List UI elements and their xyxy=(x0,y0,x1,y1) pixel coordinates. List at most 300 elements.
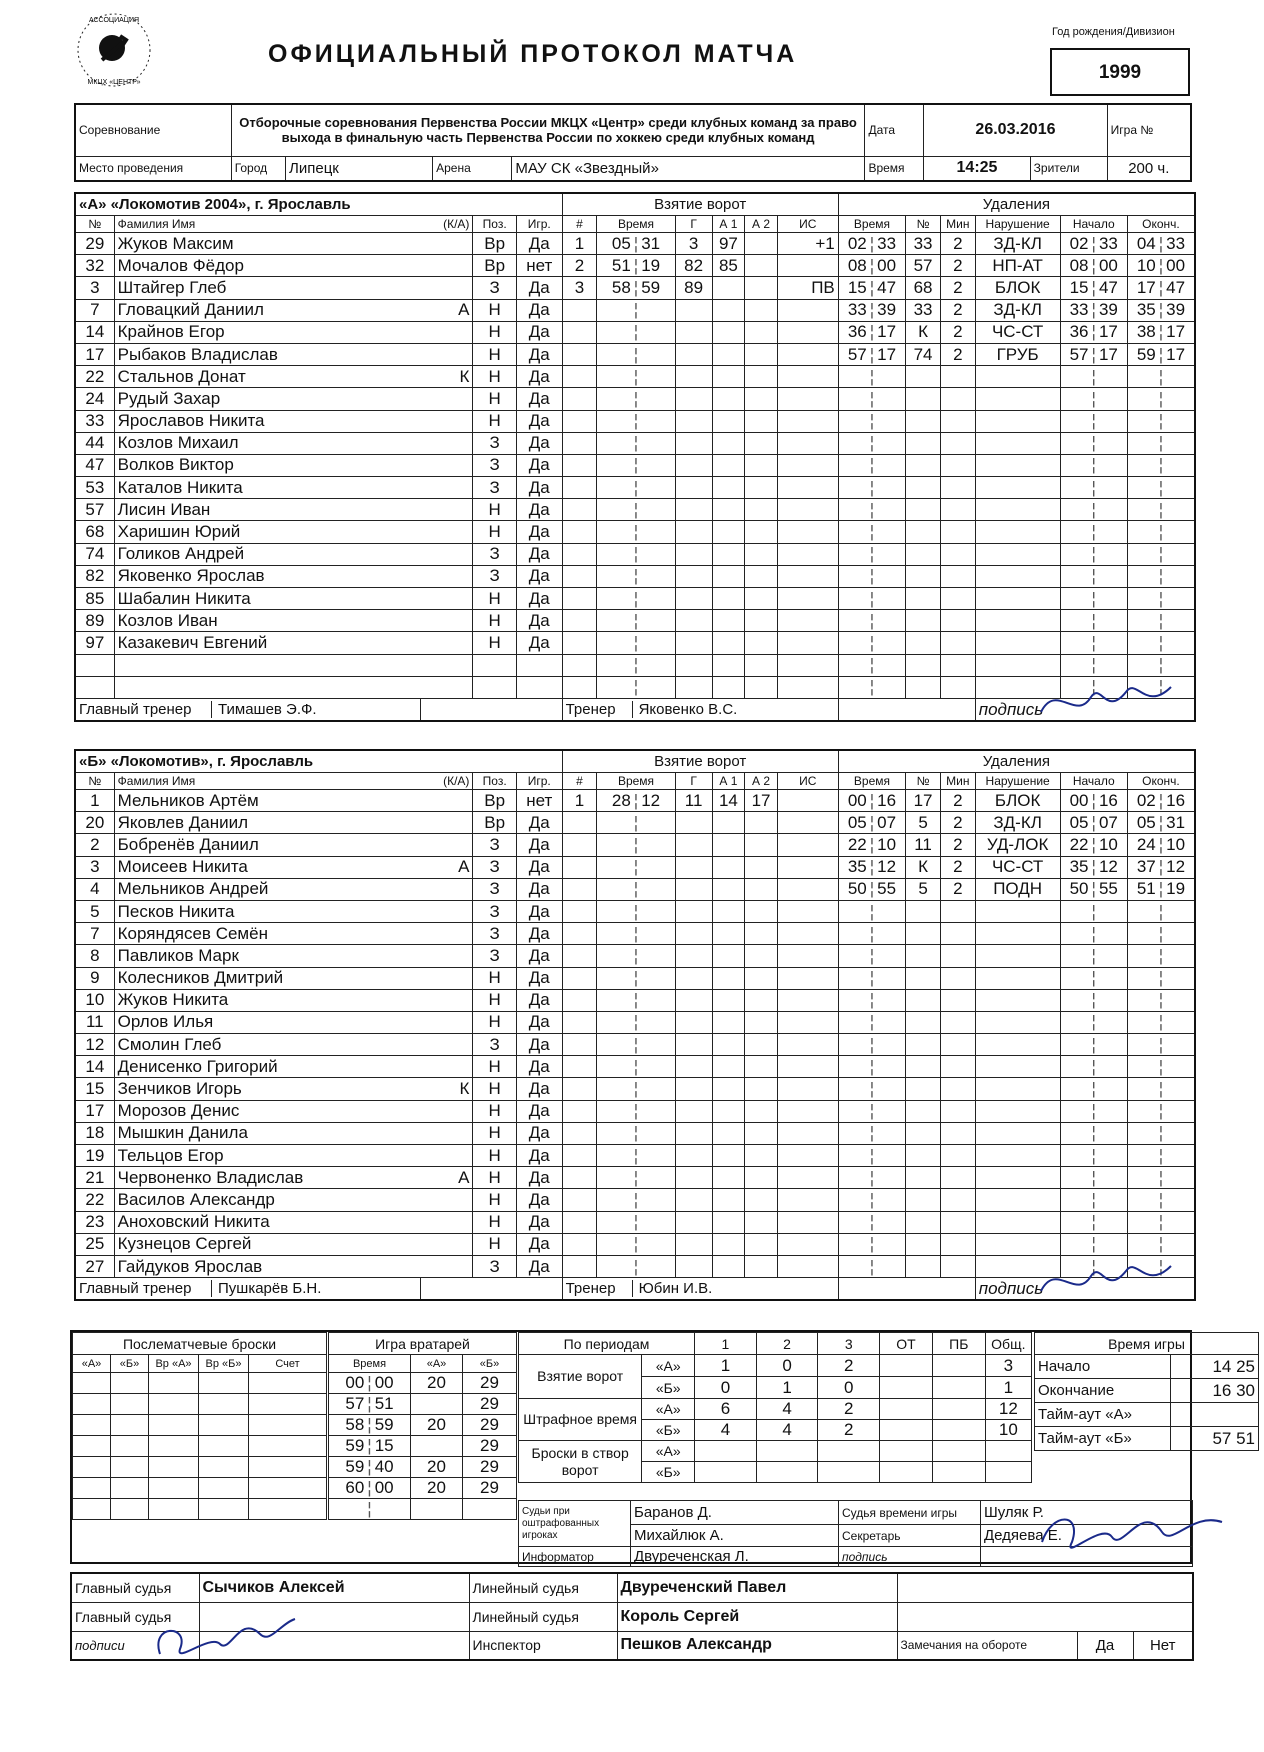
goalie-time-min: 57 xyxy=(345,1394,365,1413)
penalty-player: К xyxy=(906,321,941,343)
player-captain-mark xyxy=(421,1011,473,1033)
team_b-player-row xyxy=(75,967,1195,989)
goal-situation xyxy=(777,432,838,454)
goal-scorer xyxy=(675,610,712,632)
penalty-time-sep: ¦ xyxy=(869,1212,875,1232)
goal-number xyxy=(562,1233,597,1255)
team_b-player-row xyxy=(75,1078,1195,1100)
penalty-end-sec: 00 xyxy=(1166,255,1186,275)
period-pim-label: Штрафное время xyxy=(519,1399,642,1441)
time-judge-value: Шуляк Р. xyxy=(981,1501,1193,1525)
penalty-time xyxy=(838,878,905,900)
periods-table xyxy=(518,1332,1032,1483)
penalty-start-min: 35 xyxy=(1069,857,1089,877)
penalty-time-min: 35 xyxy=(847,857,867,877)
penalty-end-sep: ¦ xyxy=(1158,366,1164,386)
goal-assist-1 xyxy=(712,1145,745,1167)
line-referee-1: Двуреченский Павел xyxy=(617,1573,897,1602)
penalty-time-sep: ¦ xyxy=(869,655,875,675)
period-col-4: ПБ xyxy=(932,1333,985,1355)
team_b-col-p-inf: Нарушение xyxy=(975,773,1060,790)
penalty-infraction: ЧС-СТ xyxy=(975,856,1060,878)
team_a-col-no: № xyxy=(75,216,114,233)
penalty-time xyxy=(838,454,905,476)
penalty-start-sep: ¦ xyxy=(1091,1079,1096,1099)
penalty-start-sep: ¦ xyxy=(1091,923,1096,943)
goal-situation xyxy=(777,477,838,499)
shootout-cell xyxy=(199,1394,249,1415)
player-played: Да xyxy=(516,588,562,610)
player-name: Стальнов Донат xyxy=(114,366,421,388)
team_a-head-coach-value: Тимашев Э.Ф. xyxy=(218,701,317,719)
remarks-no: Нет xyxy=(1133,1631,1193,1660)
player-number: 5 xyxy=(75,900,114,922)
penalty-start-min: 05 xyxy=(1069,812,1089,832)
period-team-b: «Б» xyxy=(642,1462,695,1483)
penalty-time-min: 50 xyxy=(847,879,867,899)
secretary-value: Дедяева Е. xyxy=(981,1525,1193,1547)
goal-situation xyxy=(777,388,838,410)
period-goals-value: 0 xyxy=(756,1355,818,1377)
penalty-infraction xyxy=(975,565,1060,587)
goal-number xyxy=(562,1255,597,1277)
player-name: Козлов Михаил xyxy=(114,432,421,454)
goal-assist-1 xyxy=(712,1078,745,1100)
shootout-cell xyxy=(73,1499,111,1520)
penalty-end xyxy=(1127,1211,1195,1233)
player-captain-mark xyxy=(421,432,473,454)
shootout-row xyxy=(73,1457,327,1478)
goal-assist-2 xyxy=(745,321,778,343)
goalie-time-sep: ¦ xyxy=(367,1499,372,1518)
penalty-time-min: 02 xyxy=(847,233,867,253)
penalty-end-sep: ¦ xyxy=(1158,455,1164,475)
player-position: З xyxy=(473,1034,516,1056)
penalty-time-sep: ¦ xyxy=(869,344,875,364)
goal-time-sec: 12 xyxy=(641,790,661,810)
goal-number xyxy=(562,945,597,967)
penalty-time xyxy=(838,610,905,632)
penalty-end-sep: ¦ xyxy=(1158,1034,1164,1054)
penalty-time-sep: ¦ xyxy=(869,544,875,564)
goal-assist-1 xyxy=(712,878,745,900)
penalty-start xyxy=(1060,1056,1127,1078)
player-number xyxy=(75,654,114,676)
penalty-player xyxy=(906,1189,941,1211)
match-info-table xyxy=(74,103,1192,182)
team_b-player-row xyxy=(75,1255,1195,1277)
penalty-time xyxy=(838,1122,905,1144)
player-position: З xyxy=(473,277,516,299)
player-name: Шабалин Никита xyxy=(114,588,421,610)
team_b-col-g-a1: А 1 xyxy=(712,773,745,790)
period-pim-value xyxy=(880,1420,933,1441)
penalty-time xyxy=(838,989,905,1011)
goal-situation xyxy=(777,1056,838,1078)
goalie-row xyxy=(329,1499,517,1520)
team-a-section xyxy=(74,192,1196,722)
period-goals-value: 1 xyxy=(695,1355,757,1377)
penalty-player xyxy=(906,676,941,698)
goal-time-sep: ¦ xyxy=(633,901,639,921)
goal-number xyxy=(562,1145,597,1167)
penalty-player xyxy=(906,654,941,676)
goalie-time-min: 00 xyxy=(345,1373,365,1392)
penalty-minutes: 2 xyxy=(940,343,975,365)
goalie-team-b: 29 xyxy=(463,1415,517,1436)
goal-situation xyxy=(777,900,838,922)
team_a-goals-title: Взятие ворот xyxy=(562,193,838,216)
player-captain-mark xyxy=(421,454,473,476)
association-logo xyxy=(66,10,162,90)
penalty-time-min: 57 xyxy=(847,344,867,364)
period-goals-value: 3 xyxy=(985,1355,1031,1377)
goal-scorer xyxy=(675,343,712,365)
penalty-start xyxy=(1060,454,1127,476)
penalty-start xyxy=(1060,900,1127,922)
goalie-col-2: «Б» xyxy=(463,1355,517,1373)
goal-assist-2 xyxy=(745,923,778,945)
goal-time xyxy=(597,1034,675,1056)
goal-scorer xyxy=(675,1211,712,1233)
penalty-minutes xyxy=(940,1189,975,1211)
team_b-col-g-no: # xyxy=(562,773,597,790)
goal-situation xyxy=(777,1233,838,1255)
goal-assist-1 xyxy=(712,277,745,299)
penalty-start-sep: ¦ xyxy=(1091,632,1096,652)
player-name: Жуков Максим xyxy=(114,233,421,255)
goal-number xyxy=(562,521,597,543)
player-played xyxy=(516,654,562,676)
team_b-sign-label: подпись xyxy=(975,1278,1195,1301)
penalty-start xyxy=(1060,255,1127,277)
penalty-infraction: УД-ЛОК xyxy=(975,834,1060,856)
goal-scorer xyxy=(675,366,712,388)
shootout-cell xyxy=(111,1457,149,1478)
penalty-end xyxy=(1127,343,1195,365)
goal-assist-1 xyxy=(712,945,745,967)
shootout-cell xyxy=(249,1478,327,1499)
penalty-time-sep: ¦ xyxy=(869,455,875,475)
penalty-infraction xyxy=(975,477,1060,499)
penalty-end xyxy=(1127,1078,1195,1100)
team_a-col-g-a2: А 2 xyxy=(745,216,778,233)
penalty-time xyxy=(838,321,905,343)
player-name: Песков Никита xyxy=(114,900,421,922)
goal-time-min: 51 xyxy=(611,255,631,275)
penalty-end xyxy=(1127,521,1195,543)
penalty-end-sep: ¦ xyxy=(1158,945,1164,965)
player-number: 20 xyxy=(75,812,114,834)
goal-number xyxy=(562,900,597,922)
player-played: Да xyxy=(516,477,562,499)
svg-text:МКЦХ «ЦЕНТР»: МКЦХ «ЦЕНТР» xyxy=(87,79,141,86)
shootout-cell xyxy=(249,1499,327,1520)
goalie-time-sep: ¦ xyxy=(367,1478,372,1497)
penalty-player xyxy=(906,1122,941,1144)
player-number: 89 xyxy=(75,610,114,632)
penalty-player xyxy=(906,1255,941,1277)
penalty-start xyxy=(1060,1211,1127,1233)
penalty-infraction: ПОДН xyxy=(975,878,1060,900)
goal-time-sep: ¦ xyxy=(633,1056,639,1076)
player-position: Н xyxy=(473,1056,516,1078)
player-number: 15 xyxy=(75,1078,114,1100)
shootout-cell xyxy=(73,1478,111,1499)
goal-time xyxy=(597,432,675,454)
player-name: Коряндясев Семён xyxy=(114,923,421,945)
period-shots-value xyxy=(818,1462,880,1483)
player-captain-mark xyxy=(421,1145,473,1167)
period-col-0: 1 xyxy=(695,1333,757,1355)
team_b-col-play: Игр. xyxy=(516,773,562,790)
penalty-end xyxy=(1127,610,1195,632)
penalty-infraction xyxy=(975,388,1060,410)
goal-time-sep: ¦ xyxy=(633,477,639,497)
goal-assist-1 xyxy=(712,1056,745,1078)
team_a-player-row xyxy=(75,521,1195,543)
penalty-start xyxy=(1060,1078,1127,1100)
goal-assist-2 xyxy=(745,1233,778,1255)
player-name: Червоненко Владислав xyxy=(114,1167,421,1189)
penalty-player xyxy=(906,1211,941,1233)
goal-time xyxy=(597,1056,675,1078)
penalty-end-sep: ¦ xyxy=(1158,901,1164,921)
penalty-time xyxy=(838,945,905,967)
goal-assist-1 xyxy=(712,388,745,410)
team_b-player-row xyxy=(75,878,1195,900)
penalty-start xyxy=(1060,343,1127,365)
goal-assist-2 xyxy=(745,1167,778,1189)
penalty-end-sep: ¦ xyxy=(1158,1167,1164,1187)
spectators-value: 200 ч. xyxy=(1107,156,1191,181)
team_a-player-row xyxy=(75,255,1195,277)
penalty-time xyxy=(838,790,905,812)
penalty-end-sec: 39 xyxy=(1166,300,1186,320)
penalty-minutes xyxy=(940,410,975,432)
player-position: Вр xyxy=(473,790,516,812)
goal-time-sep: ¦ xyxy=(633,834,639,854)
competition-name: Отборочные соревнования Первенства России МКЦХ «Центр» среди клубных команд за право выхода в финальную часть Первенства России по хоккею среди клубных команд xyxy=(231,104,865,156)
team_a-col-g-a1: А 1 xyxy=(712,216,745,233)
penalty-time-sec: 55 xyxy=(877,879,897,899)
player-number: 57 xyxy=(75,499,114,521)
penalty-minutes: 2 xyxy=(940,299,975,321)
line-referee-label-2: Линейный судья xyxy=(469,1602,617,1631)
shootout-row xyxy=(73,1394,327,1415)
shootout-cell xyxy=(111,1478,149,1499)
penalty-player xyxy=(906,366,941,388)
penalty-end-min: 17 xyxy=(1136,277,1156,297)
penalty-end-sep: ¦ xyxy=(1158,255,1164,275)
team_a-player-row xyxy=(75,543,1195,565)
penalty-start xyxy=(1060,989,1127,1011)
player-position: Вр xyxy=(473,812,516,834)
player-name: Мельников Артём xyxy=(114,790,421,812)
player-number: 1 xyxy=(75,790,114,812)
penalty-minutes: 2 xyxy=(940,233,975,255)
penalty-infraction xyxy=(975,454,1060,476)
penalty-minutes: 2 xyxy=(940,812,975,834)
player-played: Да xyxy=(516,923,562,945)
penalty-end xyxy=(1127,834,1195,856)
penalty-infraction xyxy=(975,945,1060,967)
shootout-row xyxy=(73,1478,327,1499)
period-team-b: «Б» xyxy=(642,1377,695,1399)
goal-time-sep: ¦ xyxy=(633,566,639,586)
penalty-time xyxy=(838,654,905,676)
penalty-end xyxy=(1127,299,1195,321)
penalty-infraction: ЧС-СТ xyxy=(975,321,1060,343)
penalty-end-min: 38 xyxy=(1136,322,1156,342)
player-number: 10 xyxy=(75,989,114,1011)
team_b-player-row xyxy=(75,1189,1195,1211)
period-shots-row-a xyxy=(519,1441,1032,1462)
player-position: Вр xyxy=(473,255,516,277)
goal-situation xyxy=(777,1211,838,1233)
goal-time xyxy=(597,967,675,989)
penalty-time xyxy=(838,410,905,432)
penalty-start xyxy=(1060,321,1127,343)
goal-number xyxy=(562,565,597,587)
time-value: 14:25 xyxy=(924,156,1030,181)
penalty-end-sep: ¦ xyxy=(1158,1101,1164,1121)
team_a-col-g-no: # xyxy=(562,216,597,233)
period-shots-value xyxy=(932,1462,985,1483)
penalty-minutes xyxy=(940,366,975,388)
penalty-end-sep: ¦ xyxy=(1158,879,1164,899)
penalty-player xyxy=(906,1078,941,1100)
team_a-col-p-time: Время xyxy=(838,216,905,233)
goal-assist-2: 17 xyxy=(745,790,778,812)
penalty-infraction xyxy=(975,967,1060,989)
shootout-cell xyxy=(199,1478,249,1499)
player-captain-mark xyxy=(421,900,473,922)
goalie-time-min: 59 xyxy=(345,1457,365,1476)
goal-time-sep: ¦ xyxy=(633,277,639,297)
penalty-infraction xyxy=(975,989,1060,1011)
penalty-end-sec: 47 xyxy=(1166,277,1186,297)
team_a-col-p-end: Оконч. xyxy=(1127,216,1195,233)
team_a-penalties-title: Удаления xyxy=(838,193,1195,216)
goal-scorer xyxy=(675,588,712,610)
shootout-row xyxy=(73,1415,327,1436)
goal-time-sep: ¦ xyxy=(633,411,639,431)
penalty-time xyxy=(838,1255,905,1277)
goal-situation xyxy=(777,856,838,878)
penalty-infraction xyxy=(975,923,1060,945)
penalty-end xyxy=(1127,277,1195,299)
informer-value: Двуреченская Л. xyxy=(631,1547,839,1567)
goal-scorer: 3 xyxy=(675,233,712,255)
goal-scorer: 89 xyxy=(675,277,712,299)
penalty-time-sep: ¦ xyxy=(869,1012,875,1032)
penalty-start xyxy=(1060,1100,1127,1122)
goal-assist-2 xyxy=(745,1078,778,1100)
goal-time-sep: ¦ xyxy=(633,344,639,364)
penalty-minutes xyxy=(940,432,975,454)
goal-situation xyxy=(777,410,838,432)
player-number: 22 xyxy=(75,1189,114,1211)
penalty-start xyxy=(1060,945,1127,967)
penalty-end-sec: 31 xyxy=(1166,812,1186,832)
goal-assist-1: 97 xyxy=(712,233,745,255)
penalty-start-sep: ¦ xyxy=(1091,255,1096,275)
remarks-yes: Да xyxy=(1077,1631,1133,1660)
penalty-start-sep: ¦ xyxy=(1091,1034,1096,1054)
shootout-cell xyxy=(111,1415,149,1436)
goalie-team-a xyxy=(411,1436,463,1457)
goal-scorer xyxy=(675,432,712,454)
player-position: Н xyxy=(473,499,516,521)
goal-assist-2 xyxy=(745,1255,778,1277)
penalty-time-min: 08 xyxy=(847,255,867,275)
goal-time-sep: ¦ xyxy=(633,1256,639,1276)
goal-scorer xyxy=(675,945,712,967)
player-name: Харишин Юрий xyxy=(114,521,421,543)
player-position: Н xyxy=(473,410,516,432)
penalty-end-sec: 17 xyxy=(1166,344,1186,364)
penalty-player: К xyxy=(906,856,941,878)
goal-assist-1 xyxy=(712,1122,745,1144)
player-number: 29 xyxy=(75,233,114,255)
penalty-minutes xyxy=(940,477,975,499)
goal-time xyxy=(597,632,675,654)
goal-time xyxy=(597,856,675,878)
team_b-player-row xyxy=(75,1233,1195,1255)
penalty-time-sep: ¦ xyxy=(869,632,875,652)
penalty-time-sec: 10 xyxy=(877,834,897,854)
penalty-time xyxy=(838,1211,905,1233)
goalie-table xyxy=(328,1332,517,1520)
team_a-player-row xyxy=(75,366,1195,388)
goal-situation xyxy=(777,588,838,610)
goal-time-min: 05 xyxy=(611,233,631,253)
penalty-infraction xyxy=(975,1078,1060,1100)
penalty-time-sep: ¦ xyxy=(869,588,875,608)
penalty-end-sep: ¦ xyxy=(1158,610,1164,630)
player-captain-mark xyxy=(421,812,473,834)
period-team-a: «А» xyxy=(642,1441,695,1462)
goal-assist-2 xyxy=(745,945,778,967)
goal-situation xyxy=(777,1011,838,1033)
penalty-end-sec: 12 xyxy=(1166,857,1186,877)
goalie-team-a: 20 xyxy=(411,1478,463,1499)
end-label: Окончание xyxy=(1035,1379,1171,1403)
player-captain-mark xyxy=(421,1100,473,1122)
penalty-minutes xyxy=(940,654,975,676)
goalie-time xyxy=(329,1436,411,1457)
penalty-time-sec: 12 xyxy=(877,857,897,877)
penalty-time-sec: 17 xyxy=(877,344,897,364)
player-captain-mark xyxy=(421,1233,473,1255)
competition-label: Соревнование xyxy=(75,104,231,156)
penalty-time-sep: ¦ xyxy=(869,366,875,386)
goal-assist-1 xyxy=(712,632,745,654)
penalty-minutes xyxy=(940,967,975,989)
goal-number xyxy=(562,1011,597,1033)
penalty-infraction xyxy=(975,900,1060,922)
shootout-cell xyxy=(249,1457,327,1478)
team_a-player-row xyxy=(75,610,1195,632)
goal-situation xyxy=(777,676,838,698)
player-position: Н xyxy=(473,1211,516,1233)
penalty-time-sep: ¦ xyxy=(869,923,875,943)
penalty-start-sep: ¦ xyxy=(1091,901,1096,921)
penalty-box-judge-1: Баранов Д. xyxy=(631,1501,839,1525)
goalie-time xyxy=(329,1457,411,1478)
goalie-row xyxy=(329,1478,517,1499)
